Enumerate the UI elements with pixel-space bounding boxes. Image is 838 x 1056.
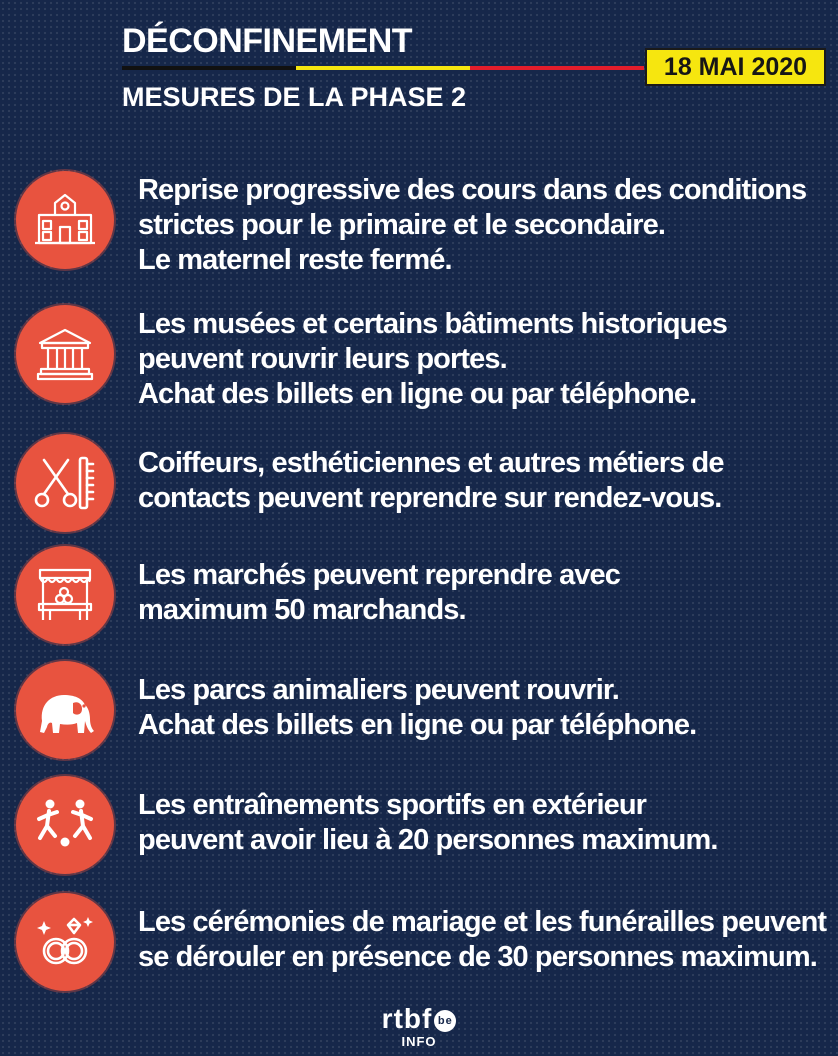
measure-item xyxy=(16,776,826,876)
measure-text-line: Les musées et certains bâtiments historiques xyxy=(138,308,727,340)
date-badge: 18 MAI 2020 xyxy=(645,48,826,86)
measure-text-line: maximum 50 marchands. xyxy=(138,594,466,626)
page-subtitle: MESURES DE LA PHASE 2 xyxy=(122,82,467,112)
measure-text-line: Achat des billets en ligne ou par téléphone. xyxy=(138,709,697,741)
measure-text-line: Les cérémonies de mariage et les funérailles peuvent xyxy=(138,906,827,938)
measure-text-line: Reprise progressive des cours dans des conditions xyxy=(138,174,807,206)
market-stall-icon xyxy=(16,546,114,644)
flag-yellow xyxy=(296,66,470,70)
measure-item xyxy=(16,171,826,276)
wedding-rings-icon xyxy=(16,893,114,991)
measure-item xyxy=(16,661,826,761)
flag-red xyxy=(470,66,644,70)
rtbf-logo xyxy=(367,1004,471,1049)
elephant-icon xyxy=(16,661,114,759)
logo-domain-badge: be xyxy=(434,1010,456,1032)
scissors-comb-icon xyxy=(16,434,114,532)
measure-item xyxy=(16,893,826,993)
logo-brand-text: rtbf xyxy=(381,1003,433,1034)
measure-text-line: peuvent rouvrir leurs portes. xyxy=(138,343,507,375)
measure-text-line: Coiffeurs, esthéticiennes et autres métiers de xyxy=(138,447,724,479)
measure-item xyxy=(16,434,826,534)
flag-black xyxy=(122,66,296,70)
measure-text-line: strictes pour le primaire et le secondaire. xyxy=(138,209,666,241)
measure-text-line: Le maternel reste fermé. xyxy=(138,244,452,276)
soccer-players-icon xyxy=(16,776,114,874)
measure-text-line: Les entraînements sportifs en extérieur xyxy=(138,789,647,821)
measure-text-line: Achat des billets en ligne ou par téléphone. xyxy=(138,378,697,410)
measure-text-line: Les marchés peuvent reprendre avec xyxy=(138,559,620,591)
measure-text-line: Les parcs animaliers peuvent rouvrir. xyxy=(138,674,619,706)
school-icon xyxy=(16,171,114,269)
museum-icon xyxy=(16,305,114,403)
measure-item xyxy=(16,305,826,410)
logo-sub: INFO xyxy=(401,1034,437,1049)
measure-text-line: contacts peuvent reprendre sur rendez-vous. xyxy=(138,482,722,514)
measure-text-line: peuvent avoir lieu à 20 personnes maximum. xyxy=(138,824,718,856)
measure-text-line: se dérouler en présence de 30 personnes maximum. xyxy=(138,941,817,973)
page-title: DÉCONFINEMENT xyxy=(122,22,413,60)
flag-stripe xyxy=(122,66,644,70)
measure-item xyxy=(16,546,826,646)
logo-brand xyxy=(367,1004,471,1034)
